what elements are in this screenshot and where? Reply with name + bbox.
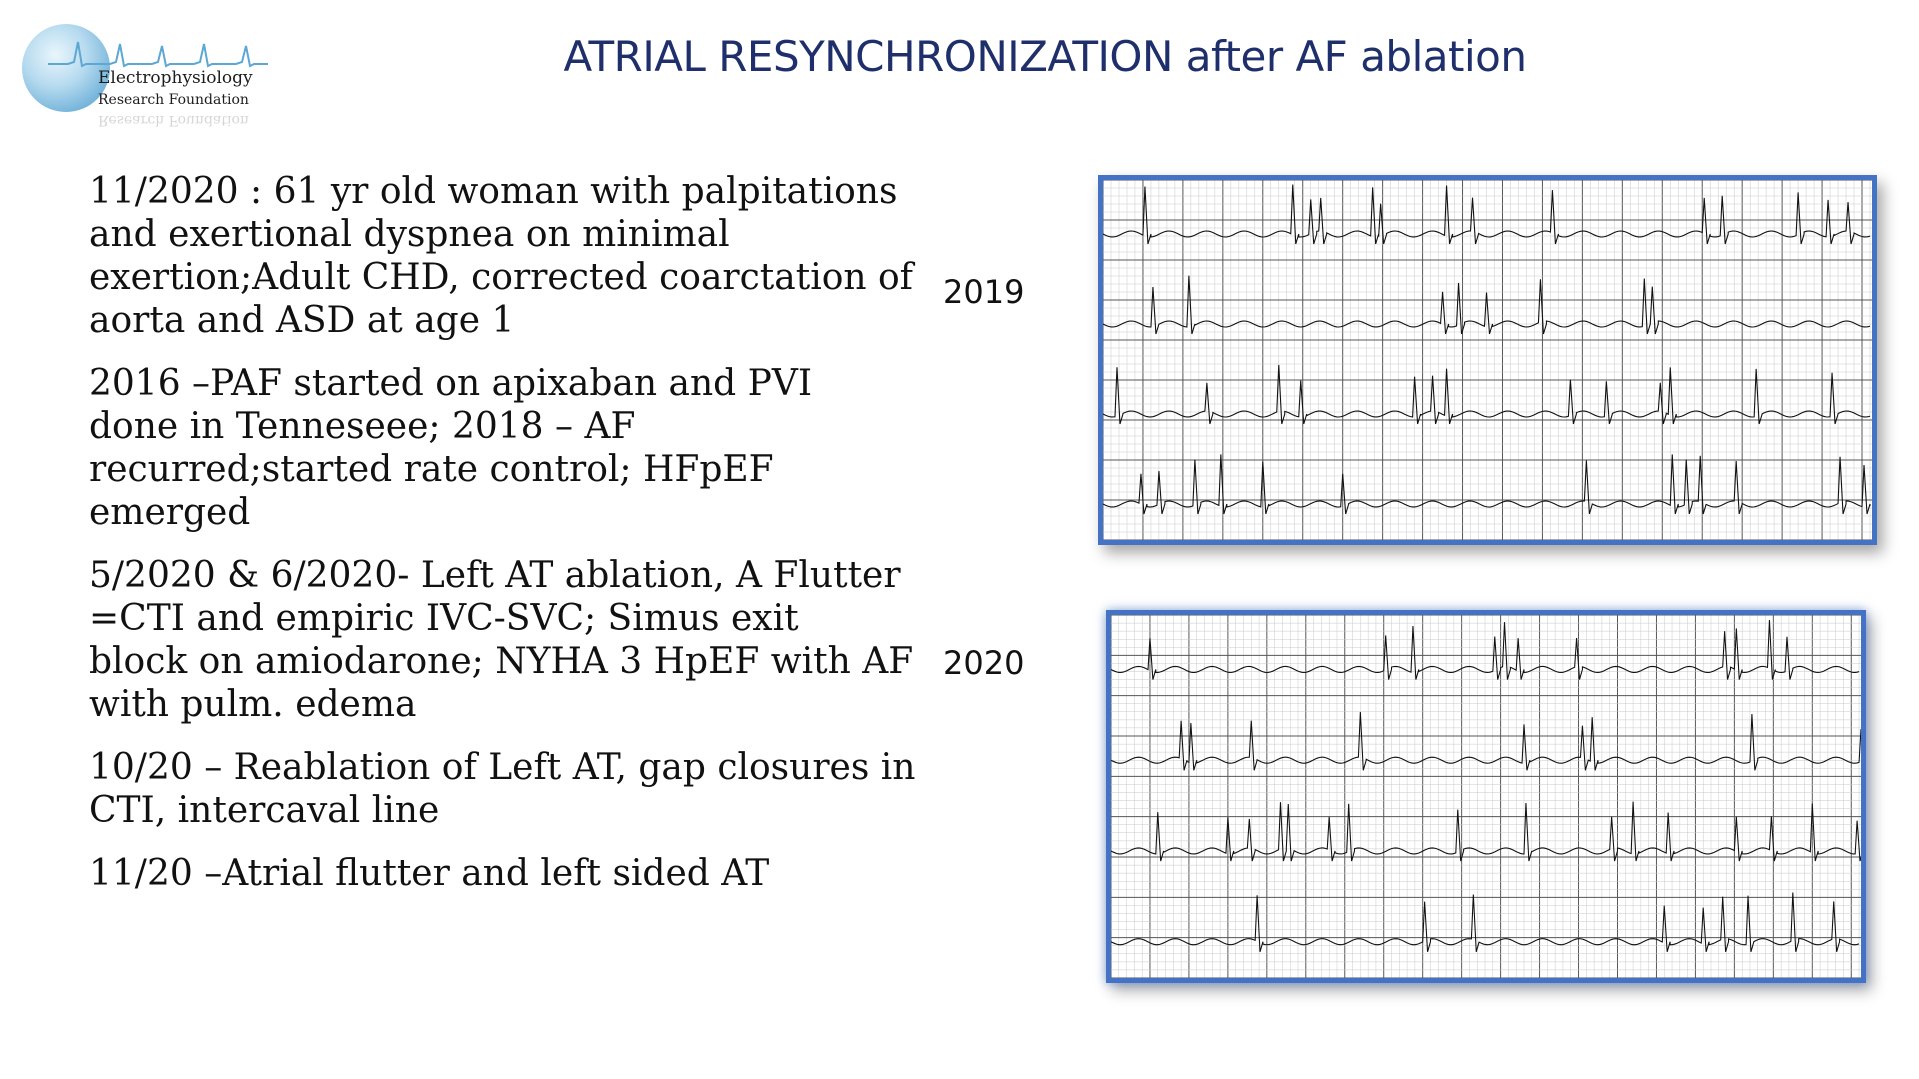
logo-reflection: Research Foundation xyxy=(98,112,249,128)
ecg-year-label-2020: 2020 xyxy=(943,644,1025,682)
ecg-image-2020 xyxy=(1106,610,1866,983)
ecg-image-2019 xyxy=(1098,175,1877,545)
history-paragraph: 10/20 – Reablation of Left AT, gap closures in CTI, intercaval line xyxy=(89,747,916,831)
logo-name: Electrophysiology xyxy=(98,68,253,88)
history-paragraph: 5/2020 & 6/2020- Left AT ablation, A Flutter =CTI and empiric IVC-SVC; Simus exit block on amiodarone; NYHA 3 HpEF with AF with pulm. edema xyxy=(89,555,914,725)
ecg-year-label-2019: 2019 xyxy=(943,273,1025,311)
history-paragraph: 11/2020 : 61 yr old woman with palpitations and exertional dyspnea on minimal exertion;Adult CHD, corrected coarctation of aorta and ASD at age 1 xyxy=(89,171,914,341)
slide-title: ATRIAL RESYNCHRONIZATION after AF ablation xyxy=(563,32,1527,81)
history-paragraph: 11/20 –Atrial flutter and left sided AT xyxy=(89,853,770,894)
logo-subtitle: Research Foundation xyxy=(98,92,249,108)
history-paragraph: 2016 –PAF started on apixaban and PVI done in Tenneseee; 2018 – AF recurred;started rate control; HFpEF emerged xyxy=(89,363,813,533)
case-history xyxy=(89,170,919,915)
ecg-trace-2020 xyxy=(1111,615,1861,978)
ecg-trace-2019 xyxy=(1103,180,1872,540)
